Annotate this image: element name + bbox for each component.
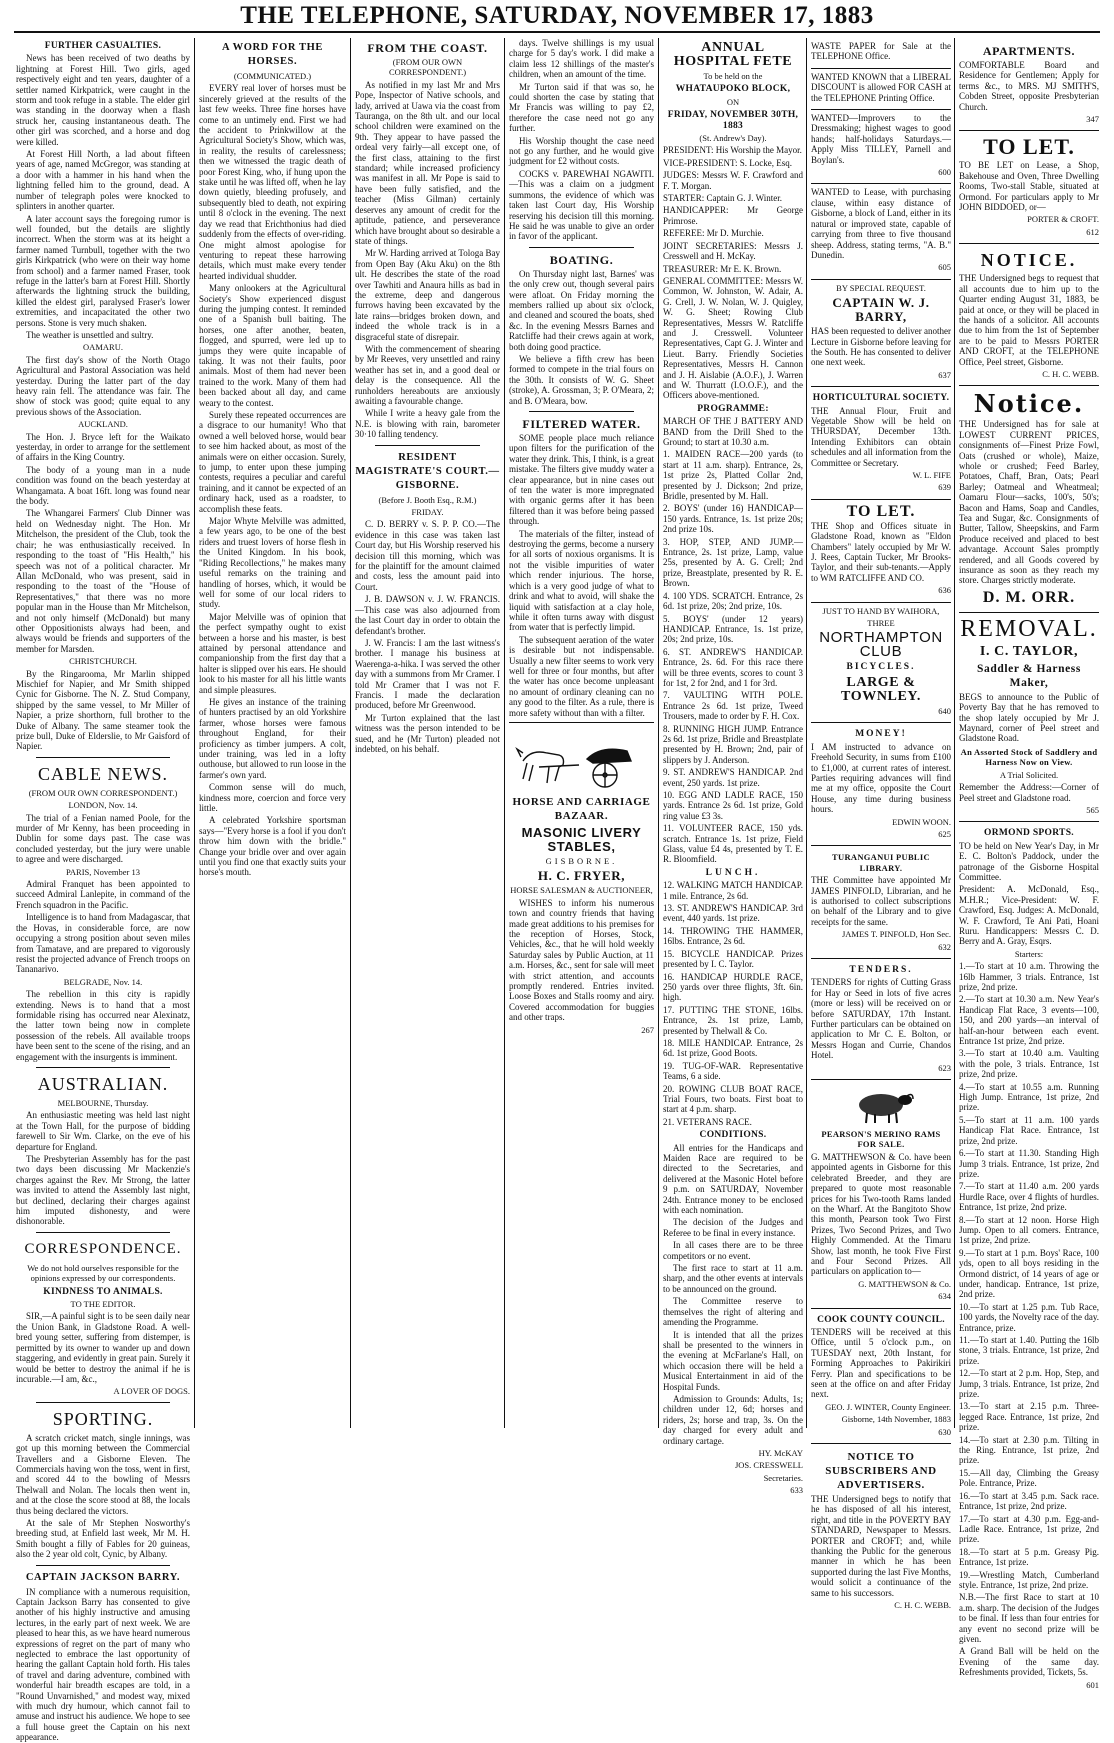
paragraph: Surely these repeated occurrences are a disgrace to our humanity! Who that owned a well beloved horse, would bear to see him hacked about, as most of the animals were on either occasion. Surely, to jump, to enter upon these jumping contests, requires a peculiar and careful training, and it cannot be expected of an ordinary hack, used as a roadster, to accomplish these feats. [199,410,346,514]
sports-event: 14.—To start at 2.30 p.m. Tilting in the Ring. Entrance, 1st prize, 2nd prize. [959,1434,1099,1466]
ad-line: BICYCLES. [846,662,916,673]
sports-event: 9.—To start at 1 p.m. Boys' Race, 100 yds, open to all boys residing in the Ormond district, of 14 years of age or under, handicap. Entrance, 1st prize, 2nd prize. [959,1247,1099,1300]
programme-item: 10. EGG AND LADLE RACE, 150 yards. Entrance 2s 6d. 1st prize, Gold ring value £3 3s. [663,790,803,821]
programme-item: 2. BOYS' (under 16) HANDICAP—150 yards. Entrance, 1s. 1st prize 20s; 2nd prize 10s. [663,503,803,535]
paragraph: The materials of the filter, instead of destroying the germs, become a nursery for all sorts of noxious organisms. It is not the visible impurities of water which render injurious. The horse, which is a very good judge of what to drink and what to avoid, will shake the liquid with satisfaction at a clay hole, while it often turns away with disgust from water that is perfectly limpid. [509,528,654,633]
column-1 [16,38,190,1743]
sports-event: 8.—To start at 12 noon. Horse High Jump. Open to all comers. Entrance, 1st prize, 2nd prize. [959,1214,1099,1246]
ad-heading: ORMOND SPORTS. [984,828,1074,839]
dateline: LONDON, Nov. 14. [68,800,138,811]
business-name: MASONIC LIVERY STABLES, [521,824,642,854]
ad-heading: MONEY! [855,729,907,740]
ad-text: G. MATTHEWSON & Co. have been appointed agents in Gisborne for this celebrated Breeder, and they are prepared to quote most reasonable prices for his Two-tooth Rams landed on the Wharf. At the Bangitoto Show this month, Pearson took Two First Prizes, Two Second Prizes, and Two Highly Commended. At the Timaru Show, last month, he took Five First and Four Second Prizes. All particulars on application to— [811,1151,951,1277]
programme-item: 14. THROWING THE HAMMER, 16lbs. Entrance, 2s 6d. [663,925,803,947]
ad-text: WANTED to Lease, with purchasing clause, within easy distance of Gisborne, a block of Land, either in its natural or improved state, capable of carrying from three to five thousand sheep. Address, stating terms, "A. B." Dunedin. [811,187,951,260]
ad-text: TO BE LET on Lease, a Shop, Bakehouse and Oven, Three Dwelling Rooms, Two-stall Stable, situated at Ormond. For particulars apply to Mr JOHN BIDDOED, or— [959,160,1099,213]
masthead-title: THE TELEPHONE, SATURDAY, NOVEMBER 17, 1883 [240,2,874,29]
ad-text: THE Annual Flour, Fruit and Vegetable Show will be held on THURSDAY, December 13th. Intending Exhibitors can obtain schedules and all information from the Committee or Secretary. [811,405,951,468]
masthead-rule [14,31,1100,33]
programme-item: 17. PUTTING THE STONE, 16lbs. Entrance, 2s. 1st prize, Lamb, presented by Thelwall & Co. [663,1004,803,1036]
ad-number: 267 [641,1024,654,1035]
signature: HY. McKAY [758,1447,803,1458]
letter-heading: KINDNESS TO ANIMALS. [43,1286,163,1297]
ad-line: A Trial Solicited. [999,769,1059,780]
programme-item: 13. ST. ANDREW'S HANDICAP. 3rd event, 440 yards. 1st prize. [663,903,803,924]
paragraph: Major Whyte Melville was admitted, a few years ago, to be one of the best riders and truest lovers of horse flesh in the United Kingdom. In his book, "Riding Recollections," he makes many useful remarks on the training and handling of horses, which, it would be well for some of our local riders to study. [199,516,346,610]
dateline: AUCKLAND. [78,419,128,430]
advertisement [811,110,951,184]
programme-item: 18. MILE HANDICAP. Entrance, 2s 6d. 1st prize, Good Boots. [663,1037,803,1059]
advertisement [811,184,951,279]
advertisement [811,280,951,387]
programme-item: 20. ROWING CLUB BOAT RACE, Trial Fours, two boats. First boat to start at 4 p.m. sharp. [663,1083,803,1115]
paragraph: Mr Turton said if that was so, he could shorten the case by stating that Mr Francis was willing to pay £2, therefore the case need not go any further. [509,81,654,134]
sports-event: 10.—To start at 1.25 p.m. Tub Race, 100 yards, the Novelty race of the day. Entrance, prize. [959,1301,1099,1333]
ad-line: WHATAUPOKO BLOCK, [675,84,791,95]
sports-event: 18.—To start at 5 p.m. Greasy Pig. Entrance, 1st prize. [959,1546,1099,1568]
sports-event: 12.—To start at 2 p.m. Hop, Step, and Jump, 3 trials. Entrance, 1st prize, 2nd prize. [959,1368,1099,1400]
advertisement [811,959,951,1080]
ad-heading: NOTICE TO SUBSCRIBERS AND ADVERTISERS. [825,1451,937,1492]
paragraph: WISHES to inform his numerous town and country friends that having made great additions to his premises for the reception of Horses, Stock, Vehicles, &c., that he will hold weekly Saturday sales by Public Auction, at 11 a.m. Horses, &c., sent for sale will meet with strict attention, and accounts promptly rendered. Entries invited. Loose Boxes and Stalls roomy and airy. Covered accommodation for buggies and other traps. [509,897,654,1023]
ad-heading: PEARSON'S MERINO RAMS FOR SALE. [821,1129,941,1150]
sports-note: A Grand Ball will be held on the Evening of the same day. Refreshments provided, Tickets, 5s. [959,1646,1099,1678]
section-heading: BOATING. [549,252,614,267]
ad-date: Gisborne, 14th November, 1883 [841,1414,951,1425]
advertisement [811,1080,951,1309]
paragraph: The body of a young man in a nude condition was found on the beach yesterday at Whangamata. A boat 16ft. long was found near the body. [16,464,190,507]
sports-event: 4.—To start at 10.55 a.m. Running High Jump. Entrance, 1st prize, 2nd prize. [959,1081,1099,1113]
signature: EDWIN WOON. [892,816,951,827]
paragraph: days. Twelve shillings is my usual charge for 5 day's work. I did make a claim less 12 shillings of the master's children, when an amount of the time. [509,38,654,80]
byline: (COMMUNICATED.) [233,71,312,81]
ad-heading: TO LET. [846,502,916,520]
ad-number: 636 [938,585,951,596]
ad-number: 637 [938,369,951,380]
divider [529,247,634,248]
section-heading: FROM THE COAST. [367,41,488,55]
paragraph: The Committee reserve to themselves the right of altering and amending the Programme. [663,1296,803,1328]
merino-ram-icon [841,1087,921,1125]
programme-item: 7. VAULTING WITH POLE. Entrance 2s 6d. 1st prize, Tweed Trousers, made to order by F. H. Cox. [663,690,803,722]
paragraph: J. B. DAWSON v. J. W. FRANCIS.—This case was also adjourned from the last Court day in order to obtain the defendant's brother. [355,594,500,636]
column-rule [194,38,195,1428]
section-heading: ANNUAL HOSPITAL FETE [673,40,793,69]
paragraph: It is intended that all the prizes shall be presented to the winners in the evening at McFarlane's Hall, on which occasion there will be held a Musical Entertainment in aid of the Hospital Funds. [663,1329,803,1392]
ad-line: (St. Andrew's Day). [699,133,767,144]
ad-number: 565 [1086,804,1099,815]
advertisement [811,387,951,500]
column-rule [954,38,955,1428]
paragraph: The rebellion in this city is rapidly extending. News is to hand that a most formidable rising has occurred near Alexinatz, the latter town being now in complete possession of the rebels. All available troops have been sent to the scene of the rising, and an engagement with the insurgents is imminent. [16,989,190,1062]
masthead [0,0,1114,34]
ad-text: THE Shop and Offices situate in Gladstone Road, known as "Eldon Chambers" lately occupied by Mr W. J. Rees, Captain Tucker, Mr Brooks-Taylor, and their sub-tenants.—Apply to WM RATCLIFFE AND CO. [811,520,951,583]
ad-text: THE Undersigned begs to request that all accounts due to him up to the Quarter ending August 31, 1883, be paid at once, or they will be placed in the hands of a solicitor. All accounts due to him from the 1st of September are to be paid to Messrs PORTER AND CROFT, at the TELEPHONE Office, Peel street, Gisborne. [959,273,1099,367]
officer-line: REFEREE: Mr D. Murchie. [663,228,764,239]
ad-text: TENDERS for rights of Cutting Grass for Hay or Seed in lots of five acres (more or less) will be received on or before SATURDAY, 17th Instant. Further particulars can be obtained on application to Mr C. E. Bolton, or Messrs Hogan and Currie, Chandos Hotel. [811,977,951,1061]
column-3 [355,38,500,1428]
paragraph: A scratch cricket match, single innings, was got up this morning between the Commercial Travellers and a Gisborne Eleven. The Commercials having won the toss, went in first, and scored 44 to the bowling of Messrs Thelwall and Nolan. The locals then went in, and at the close the score stood at 88, the locals thus being declared the victors. [16,1432,190,1516]
paragraph: By the Ringarooma, Mr Marlin shipped Mischief for Napier, and Mr Smith shipped Cynic for Gisborne. The N. Z. Stud Company, shipped by the same vessel, to Mr Miller of Napier, a prize shorthorn, full brother to the Duke of Albany. The same steamer took the prize bull, Duke of Elderslie, to Mr Gaisford of Napier. [16,668,190,752]
paragraph: SIR,—A painful sight is to be seen daily near the Union Bank, in Gladstone Road. A well-bred young setter, suffering from distemper, is permitted by its owner to wander up and down staggering, and evidently in great pain. Surely it would be better to destroy the animal if he is incurable.—I am, &c., [16,1311,190,1384]
advertisement [959,244,1099,386]
sports-event: 13.—To start at 2.15 p.m. Three-legged Race. Entrance, 1st prize, 2nd prize. [959,1401,1099,1433]
divider [529,411,634,412]
dateline: FRIDAY. [411,507,444,518]
ad-heading: TURANGANUI PUBLIC LIBRARY. [832,852,930,873]
ad-number: 623 [938,1062,951,1073]
sports-event: 15.—All day, Climbing the Greasy Pole. Entrance, Prize. [959,1467,1099,1489]
signature-role: Secretaries. [763,1472,803,1483]
signature: GEO. J. WINTER, County Engineer. [825,1401,951,1412]
section-heading: FURTHER CASUALTIES. [44,41,162,51]
divider [36,1565,170,1566]
ad-line: To be held on the [703,71,763,81]
section-heading: CAPTAIN JACKSON BARRY. [25,1571,181,1583]
column-5 [663,38,803,1496]
section-heading: HORSE AND CARRIAGE BAZAAR. [512,795,651,822]
event-date: FRIDAY, NOVEMBER 30TH, 1883 [667,110,799,131]
proprietor-title: HORSE SALESMAN & AUCTIONEER, [510,885,653,896]
proprietor-name: H. C. FRYER, [537,868,626,884]
signature: JAMES T. PINFOLD, Hon Sec. [841,929,951,940]
ad-heading: APARTMENTS. [982,44,1076,58]
ad-heading: TO LET. [983,134,1075,160]
section-heading: A WORD FOR THE HORSES. [221,42,324,67]
ad-text: TENDERS will be received at this Office, until 5 o'clock p.m., on TUESDAY next, 20th Instant, for Forming Approaches to Pakirikiri Ferry. Plan and specifications to be seen at the office on and after Friday next. [811,1326,951,1400]
paragraph: IN compliance with a numerous requisition, Captain Jackson Barry has consented to give another of his highly instructive and amusing lectures, in the early part of next week. We are pleased to hear this, as we have heard numerous expressions of regret on the part of many who neglected to embrace the last opportunity of hearing the gallant Captain hold forth. His tales of travel and daring adventure, combined with wonderful hair breadth escapes are told, in a "Round Unvarnished," and modest way, mixed with much dry humour, which cannot fail to amuse and instruct his audience. We hope to see a full house greet the Captain on his next appearance. [16,1586,190,1743]
paragraph: Many onlookers at the Agricultural Society's Show experienced disgust during the jumping contest. It reminded one of a Spanish bull baiting. The horses, one after another, beaten, flogged, and spurred, were led up to jumps they were quite incapable of taking. It was not their faults, poor animals. Most of them had never been trained to the work. Many of them had been backed about all day, and came weary to the contest. [199,283,346,408]
advertisement [959,131,1099,244]
ad-heading: NOTICE. [980,250,1078,271]
divider [36,1232,170,1233]
ad-line: An Assorted Stock of Saddlery and Harness Now on View. [960,746,1098,768]
signature: W. L. FIFE [912,470,951,480]
paragraph: News has been received of two deaths by lightning at Forest Hill. Two girls, aged respectively eight and ten years, daughter of a settler named Kirkpatrick, were caught in the storm and took refuge in a stable. The elder girl was standing in the doorway when a flash struck her, causing instantaneous death. The other girl was scorched, and a horse and dog were killed. [16,53,190,147]
ad-heading: LARGE & TOWNLEY. [841,674,921,704]
conditions-heading: CONDITIONS. [699,1130,767,1141]
programme-item: 15. BICYCLE HANDICAP. Prizes presented by I. C. Taylor. [663,948,803,970]
programme-item: 6. ST. ANDREW'S HANDICAP. Entrance, 2s. 6d. For this race there will be three events, scores to count 3 for 1st, 2 for 2nd, and 1 for 3rd. [663,646,803,688]
programme-item: MARCH OF THE J BATTERY AND BAND from the Drill Shed to the Ground; to start at 10.30 a.m. [663,416,803,447]
ad-number: 600 [938,167,951,178]
byline: (FROM OUR OWN CORRESPONDENT.) [388,57,467,78]
ad-number: 640 [938,705,951,716]
column-2 [199,38,346,1428]
officer-line: VICE-PRESIDENT: S. Locke, Esq. [663,157,793,168]
ad-number: 601 [1086,1679,1099,1690]
sports-note: N.B.—The first Race to start at 10 a.m. sharp. The decision of the Judges to be final. If less than four entries for any event no second prize will be given. [959,1592,1099,1644]
ad-heading: HORTICULTURAL SOCIETY. [812,393,950,404]
paragraph: Common sense will do much, kindness more, coercion and force very little. [199,782,346,814]
officer-line: JOINT SECRETARIES: Messrs J. Cresswell and H. McKay. [663,240,803,262]
section-heading: FILTERED WATER. [522,417,641,431]
paragraph: The subsequent aeration of the water is desirable but not indispensable. Usually a new filter seems to work very well for three or four months, but after the water has once become unpleasant no amount of ordinary cleaning can no any good to the filter. As a rule, there is more safety without than with a filter. [509,634,654,718]
column-6 [811,38,951,1611]
ad-line: JUST TO HAND BY WAIHORA, [822,605,940,616]
ad-number: 634 [938,1291,951,1302]
ad-number: 347 [1086,114,1099,125]
officer-line: JUDGES: Messrs W. F. Crawford and F. T. Morgan. [663,170,803,191]
paragraph: While I write a heavy gale from the N.E. is blowing with rain, barometer 30·10 falling tendency. [355,408,500,440]
programme-item: 21. VETERANS RACE. [663,1116,752,1127]
paragraph: At Forest Hill North, a lad about fifteen years of age, named McGregor, was standing at a door with a hammer in his hand when the lightning felled him to the ground, dead. A number of telegraph poles were knocked to splinters in another quarter. [16,149,190,212]
officer-line: PRESIDENT: His Worship the Mayor. [663,145,802,156]
column-rule [350,38,351,1428]
programme-item: 4. 100 YDS. SCRATCH. Entrance, 2s 6d. 1st prize, 20s; 2nd prize, 10s. [663,590,803,612]
ad-text: I AM instructed to advance on Freehold Security, in sums from £100 to £1,000, at current rates of interest. Parties requiring advances will find me at my office, opposite the Court House, any time during business hours. [811,741,951,815]
paragraph: The weather is unsettled and sultry. [26,329,154,340]
ad-text: COMFORTABLE Board and Residence for Gentlemen; Apply for terms &c., to MRS. MJ SMITH'S, Cobden Street, opposite Presbyterian Church. [959,60,1099,112]
paragraph: An enthusiastic meeting was held last night at the Town Hall, for the purpose of bidding farewell to Sir Wm. Clarke, on the eve of his departure for England. [16,1110,190,1152]
paragraph: With the commencement of shearing by Mr Reeves, very unsettled and rainy weather has set in, and a good deal or delay is the consequence. All the runholders hereabouts are anxiously awaiting a favourable change. [355,343,500,406]
advertisement [811,1309,951,1444]
ad-heading: Notice. [973,389,1085,419]
programme-item: 11. VOLUNTEER RACE, 150 yds. scratch. Entrance 1s. 1st prize, Field Glass, value £4 4s, presented by T. E. R. Bloomfield. [663,823,803,865]
letter-salutation: TO THE EDITOR. [70,1299,136,1310]
programme-item: 1. MAIDEN RACE—200 yards (to start at 11 a.m. sharp). Entrance, 2s, 1st prize 2s, Platted Collar 2nd, presented by J. Dickson; 2nd prize, Bridle, presented by M. Hall. [663,449,803,502]
section-heading: CORRESPONDENCE. [24,1240,182,1257]
officer-line: TREASURER: Mr E. K. Brown. [663,263,782,274]
sports-event: 1.—To start at 10 a.m. Throwing the 16lb Hammer, 3 trials. Entrance, 1st prize, 2nd prize. [959,961,1099,992]
ad-line: BY SPECIAL REQUEST. [836,282,926,293]
signature: D. M. ORR. [982,588,1076,606]
ad-number: 632 [938,941,951,952]
ad-number: 630 [938,1426,951,1437]
sports-event: 5.—To start at 11 a.m. 100 yards Handicap Flat Race. Entrance, 1st prize, 2nd prize. [959,1114,1099,1146]
paragraph: The trial of a Fenian named Poole, for the murder of Mr Kenny, has been proceeding in Dublin for some days past. The case was concluded yesterday, but the jury were unable to agree and were discharged. [16,812,190,865]
programme-item: 3. HOP, STEP, AND JUMP.—Entrance, 2s. 1st prize, Lamp, value 25s, presented by A. G. Crell; 2nd prize, Breastplate, presented by R. E. Brown. [663,536,803,589]
programme-item: 19. TUG-OF-WAR. Representative Teams, 6 a side. [663,1060,803,1082]
officer-line: STARTER: Captain G. J. Winter. [663,193,782,204]
ad-text: Remember the Address:—Corner of Peel street and Gladstone road. [959,782,1099,803]
paragraph: A celebrated Yorkshire sportsman says—"Every horse is a fool if you don't throw him down with the bridle." Change your bridle over and over again until you find one that exactly suits your horse's mouth. [199,815,346,878]
programme-item: 12. WALKING MATCH HANDICAP. 1 mile. Entrance, 2s 6d. [663,880,803,901]
paragraph: The Whangarei Farmers' Club Dinner was held on Wednesday night. The Hon. Mr Mitchelson, the president of the Club, took the chair; he was enthusiastically received. In responding to the toast of "His Health," his speech was not of a political character. Mr Allan McDonald, who was present, said in responding to the toast of the "House of Representatives," that there was no more popular man in the House than Mr Mitchelson, and not only himself (McDonald) but many other Oppositionists always had been, and always would be friends and supporters of the member for Marsden. [16,508,190,654]
advertisement [959,38,1099,131]
paragraph: Admission to Grounds: Adults, 1s; children under 12, 6d; horses and riders, 2s; horse and trap, 3s. On the day charged for every adult and ordinary cartage. [663,1393,803,1446]
paragraph: He gives an instance of the training of hunters practised by an old Yorkshire farmer, whose horses were famous throughout England, for their proficiency as timber jumpers. A colt, under training, was led in a lofty outhouse, but allowed to run loose in the farmer's own yard. [199,696,346,780]
advertisement [959,613,1099,822]
sports-event: 11.—To start at 1.40. Putting the 16lb stone, 3 trials. Entrance, 1st prize, 2nd prize. [959,1335,1099,1366]
horse-carriage-icon [509,727,654,791]
paragraph: We believe a fifth crew has been formed to compete in the trial fours on the 30th. It consists of W. G. Sheet (stroke), A. Grossman, 3; P. O'Meara, 2; and B. O'Meara, bow. [509,353,654,406]
ad-text: WANTED—Improvers to the Dressmaking; highest wages to good hands; half-holidays Saturdays.—Apply Miss TILLEY, Parnell and Boylan's. [811,113,951,165]
advertisement [811,500,951,603]
column-7 [959,38,1099,1690]
dateline: PARIS, November 13 [65,866,141,877]
paragraph: On Thursday night last, Barnes' was the only crew out, though several pairs were afloat. On Friday morning the members rallied up about six o'clock, and cleaned and scoured the boats, shed &c. In the evening Messrs Barnes and Ratcliffe had their crews again at work, both doing good practice. [509,268,654,352]
section-heading: SPORTING. [52,1408,154,1429]
paragraph: The Presbyterian Assembly has for the past two days been discussing Mr Mackenzie's charges against the Rev. Mr Strong, the latter was invited to attend the Assembly last night, but declined, declaring their charges against him imputed dishonesty, and were dishonorable. [16,1154,190,1227]
officer-line: HANDICAPPER: Mr George Primrose. [663,205,803,226]
paragraph: SOME people place much reliance upon filters for the purification of the water they drink. This, I think, is a great mistake. The filters give muddy water a clear appearance, but in nine cases out of ten the water is more impregnated with organic germs after it has been filtered than it was before being passed through. [509,433,654,527]
advertisement [959,822,1099,1696]
programme-item: 16. HANDICAP HURDLE RACE, 250 yards over three flights, 3ft. 6in. high. [663,971,803,1003]
paragraph: C. D. BERRY v. S. P. P. CO.—The evidence in this case was taken last Court day, but His Worship reserved his decision till this morning, which was for the plaintiff for the amount claimed and costs, less the amount paid into Court. [355,519,500,592]
paragraph: COCKS v. PAREWHAI NGAWITI.—This was a claim on a judgment summons, the evidence of which was taken last Court day, His Worship reserving his decision till this morning. He said he was unable to give an order in favor of the applicant. [509,168,654,242]
paragraph: Intelligence is to hand from Madagascar, that the Hovas, in considerable force, are now occupying a strong position about seven miles from Tamatave, and are prepared to vigorously resist the projected advance of French troops on Tananarivo. [16,912,190,975]
ad-heading: COOK COUNTY COUNCIL. [817,1314,945,1325]
ad-text: THE Undersigned has for sale at LOWEST CURRENT PRICES, consignments of—Finest Prize Fowl, Oats (crushed or whole), Maize, whole or crushed; Feed Barley, Potatoes, Chaff, Bran, Oats; Pearl Barley; Oatmeal and Wheatmeal; Oamaru Flour—sacks, 100's, 50's; Bacon and Hams, Soap and Candles, Tea and Sugar, &c. Consignments of Butter, Tallow, Sheepskins, and Farm Produce received and placed to best advantage. Account Sales promptly rendered, and all Goods covered by insurance as soon as they reach my store. Charges strictly moderate. [959,419,1099,586]
programme-heading: PROGRAMME: [697,403,769,414]
ad-number: 625 [938,828,951,839]
advertisement [811,603,951,724]
advertisement [959,386,1099,613]
divider [36,1067,170,1068]
divider [375,445,480,446]
advertisement [811,1444,951,1616]
ad-heading: TENDERS. [849,965,913,975]
paragraph: All entries for the Handicaps and Maiden Race are required to be directed to the Secretaries, and delivered at the Masonic Hotel before 9 p.m. on SATURDAY, November 24th. Entrance money to be enclosed with each nomination. [663,1142,803,1216]
paragraph: The first race to start at 11 a.m. sharp, and the other events at intervals to be announced on the ground. [663,1263,803,1294]
sports-event: 16.—To start at 3.45 p.m. Sack race. Entrance, 1st prize, 2nd prize. [959,1490,1099,1512]
ad-line: ON [726,96,740,107]
sports-event: 19.—Wrestling Match, Cumberland style. Entrance, 1st prize, 2nd prize. [959,1569,1099,1590]
paragraph: His Worship thought the case need not go any further, and he would give judgment for £2 without costs. [509,135,654,167]
signature: PORTER & CROFT. [1027,214,1099,225]
section-heading: AUSTRALIAN. [37,1073,169,1094]
dateline: MELBOURNE, Thursday. [57,1097,149,1108]
paragraph: In all cases there are to be three competitors or no event. [663,1240,803,1261]
ad-heading: CAPTAIN W. J. BARRY, [832,295,930,325]
editor-note: We do not hold ourselves responsible for the opinions expressed by our correspondents. [27,1262,179,1284]
column-4 [509,38,654,1428]
lunch-break: LUNCH. [705,867,761,878]
dateline: OAMARU. [83,342,123,353]
committee-line: GENERAL COMMITTEE: Messrs W. Common, W. Johnston, W. Adair, A. G. Crell, J. W. Nolan, W. J. Quigley, W. G. Sheet; Rowing Club Representatives, Messrs W. Ratcliffe and J. Cresswell. Volunteer Representatives, Capt G. J. Winter and Lieut. Barry. Friendly Societies Representatives, Messrs H. Cannon and J. H. Aislabie (A.O.F.), J. Warren and W. Thurratt (I.O.O.F.), and the Officers above-mentioned. [663,275,803,401]
column-rule [806,38,807,1428]
paragraph: Mr Turton explained that the last witness was the person intended to be sued, and he (Mr Turton) pleaded not indebted, on his behalf. [355,712,500,754]
dateline: CHRISTCHURCH. [69,656,137,667]
programme-item: 5. BOYS' (under 12 years) HANDICAP. Entrance, 1s. 1st prize, 20s; 2nd prize, 10s. [663,613,803,645]
paragraph: Major Melville was of opinion that the perfect sympathy ought to exist between a horse and his master, is best attained by personal attendance and companionship from the first day that a halter is slipped over his ears. He should look to his master for all his little wants and simple pleasures. [199,611,346,695]
proprietor-name: I. C. TAYLOR, [979,643,1079,659]
ad-heading: NORTHAMPTON CLUB [819,629,943,661]
divider [36,1402,170,1403]
signature: C. H. C. WEBB. [1042,368,1099,379]
section-heading: CABLE NEWS. [38,763,168,784]
sports-event: 2.—To start at 10.30 a.m. New Year's Handicap Flat Race, 3 events—100, 150, and 200 yards—an interval of half-an-hour between each event. Entrance 1st prize, 2nd prize. [959,994,1099,1047]
proprietor-title: Saddler & Harness Maker, [977,662,1081,689]
ad-number: 612 [1086,226,1099,237]
paragraph: Mr W. Harding arrived at Tologa Bay from Open Bay (Aku Aku) on the 8th ult. He describes the state of the road over Tawhiti and Anaura hills as bad in the extreme, deep and dangerous furrows having been excavated by the late rains—bridges broken down, and indeed the whole track is in a disgraceful state of disrepair. [355,248,500,342]
signature: A LOVER OF DOGS. [113,1386,190,1397]
programme-item: 8. RUNNING HIGH JUMP. Entrance 2s 6d. 1st prize, Bridle and Breastplate presented by H. Brown; 2nd, pair of slippers by J. Anderson. [663,723,803,765]
ad-number: 605 [938,262,951,273]
ad-heading: REMOVAL. [960,615,1098,642]
programme-item: 9. ST. ANDREW'S HANDICAP. 2nd event, 250 yards. 1st prize. [663,767,803,788]
paragraph: As notified in my last Mr and Mrs Pope, Inspector of Native schools, and lady, arrived at Uawa via the coast from Tauranga, on the 8th ult. and our local school children were examined on the 9th. They appear to have passed the ordeal very fairly—all except one, of the first class, attaining to the first standard; while increased proficiency was manifest in all. Mr Pope is said to have been fully satisfied, and the teacher (Miss Gilman) certainly deserves any amount of credit for the aptitude, patience, and perseverance which have brought about so desirable a state of things. [355,79,500,246]
ad-number: 633 [790,1485,803,1496]
paragraph: Admiral Franquet has been appointed to succeed Admiral Lanlepite, in command of the French squadron in the Pacific. [16,879,190,910]
column-rule [504,38,505,1428]
ad-line: THREE [867,618,895,629]
sports-event: 6.—To start at 11.30. Standing High Jump 3 trials. Entrance, 1st prize, 2nd prize. [959,1148,1099,1179]
ad-text: THE Undersigned begs to notify that he has disposed of all his interest, right, and title in the POVERTY BAY STANDARD, Newspaper to Messrs. PORTER and CROFT; and, while thanking the Public for the generous manner in which he has been supported during the last Five Months, would solicit a continuance of the same to his successors. [811,1494,951,1598]
signature: C. H. C. WEBB. [894,1600,951,1611]
signature: G. MATTHEWSON & Co. [858,1278,951,1289]
advertisement [811,723,951,846]
ad-text: HAS been requested to deliver another Lecture in Gisborne before leaving for the South. He has consented to deliver one next week. [811,326,951,368]
ad-line: Starters: [1014,948,1044,959]
paragraph: The decision of the Judges and Referee to be final in every instance. [663,1217,803,1238]
ad-text: WANTED KNOWN that a LIBERAL DISCOUNT is allowed FOR CASH at the TELEPHONE Printing Office. [811,71,951,103]
advertisement [811,846,951,959]
column-rule [658,38,659,1428]
advertisement [811,69,951,110]
ad-text: WASTE PAPER for Sale at the TELEPHONE Office. [811,41,951,62]
paragraph: EVERY real lover of horses must be sincerely grieved at the results of the last few weeks. Three fine horses have come to an untimely end. First we had the accident to Prinkwillow at the Agricultural Society's Show, which was, in reality, the results of carelessness; then we witnessed the tragic death of poor Forest King, who, if hung upon the stake until he was lifted off, when he lay down quietly, bleeding profusely, and subsequently bled to death, not expiring until 8 o'clock in the evening. The next day we read that Erichthonius had died suddenly from the effects of over-riding. One might almost apologise for venturing to repeat these harrowing details, which must make every tender hearted individual shudder. [199,83,346,281]
dateline: BELGRADE, Nov. 14. [63,976,143,987]
ad-text: BEGS to announce to the Public of Poverty Bay that he has removed to the shop lately occupied by Mr J. Maynard, corner of Peel street and Gladstone Road. [959,691,1099,744]
advertisement [811,38,951,69]
divider [509,722,654,723]
sports-event: 17.—To start at 4.30 p.m. Egg-and-Ladle Race. Entrance, 1st prize, 2nd prize. [959,1513,1099,1545]
paragraph: A later account says the foregoing rumor is well founded, but the details are slightly incorrect. When the storm was at its height a farmer named Turnbull, together with the two girls Kirkpatrick (who were on their way home from school) and a farmer named Fraser, took refuge in the latter's barn at Forest Hill. Shortly afterwards the lightning struck the building, killed the eldest girl, paralysed Fraser's lower extremities, and incapacitated the other two persons. Stone is very much shaken. [16,213,190,328]
business-town: GISBORNE. [545,855,618,866]
paragraph: The Hon. J. Bryce left for the Waikato yesterday, in order to arrange for the settlement of affairs in the King Country. [16,431,190,463]
signature: JOS. CRESSWELL [734,1460,803,1471]
paragraph: J. W. Francis: I am the last witness's brother. I manage his business at Waerenga-a-hika. I was served the other day with a summons from Mr Cramer. I told Mr Cramer that I was not F. Francis. I made the declaration produced, before Mr Greenwood. [355,637,500,711]
sports-event: 3.—To start at 10.40 a.m. Vaulting with the pole, 3 trials. Entrance, 1st prize, 2nd prize. [959,1048,1099,1080]
ad-number: 639 [938,482,951,493]
section-heading: RESIDENT MAGISTRATE'S COURT.—GISBORNE. [355,451,500,491]
sports-event: 7.—To start at 11.40 a.m. 200 yards Hurdle Race, over 4 flights of hurdles. Entrance, 1st prize, 2nd prize. [959,1181,1099,1213]
divider [36,757,170,758]
ad-text: TO be held on New Year's Day, in Mr E. C. Bolton's Paddock, under the patronage of the Gisborne Hospital Committee. [959,840,1099,882]
ad-text: President: A. McDonald, Esq., M.H.R.; Vice-President: W. F. Crawford, Esq. Judges: A. McDonald, W. F. Crawford, Te Ani Pati, Hoani Ruru. Handicappers: Messrs C. D. Berry and A. Gray, Esqrs. [959,884,1099,947]
byline: (FROM OUR OWN CORRESPONDENT.) [28,787,178,798]
paragraph: At the sale of Mr Stephen Nosworthy's breeding stud, at Enfield last week, Mr M. H. Smith bought a filly of Fables for 20 guineas, also the 2 year old colt, Cynic, by Albany. [16,1517,190,1560]
ad-text: THE Committee have appointed Mr JAMES PINFOLD, Librarian, and he is authorised to collect subscriptions on behalf of the Library and to give receipts for the same. [811,875,951,927]
paragraph: The first day's show of the North Otago Agricultural and Pastoral Association was held yesterday. During the latter part of the day heavy rain fell. The attendance was fair. The show of stock was good; quite equal to any previous shows of the Association. [16,354,190,417]
byline: (Before J. Booth Esq., R.M.) [378,494,477,505]
